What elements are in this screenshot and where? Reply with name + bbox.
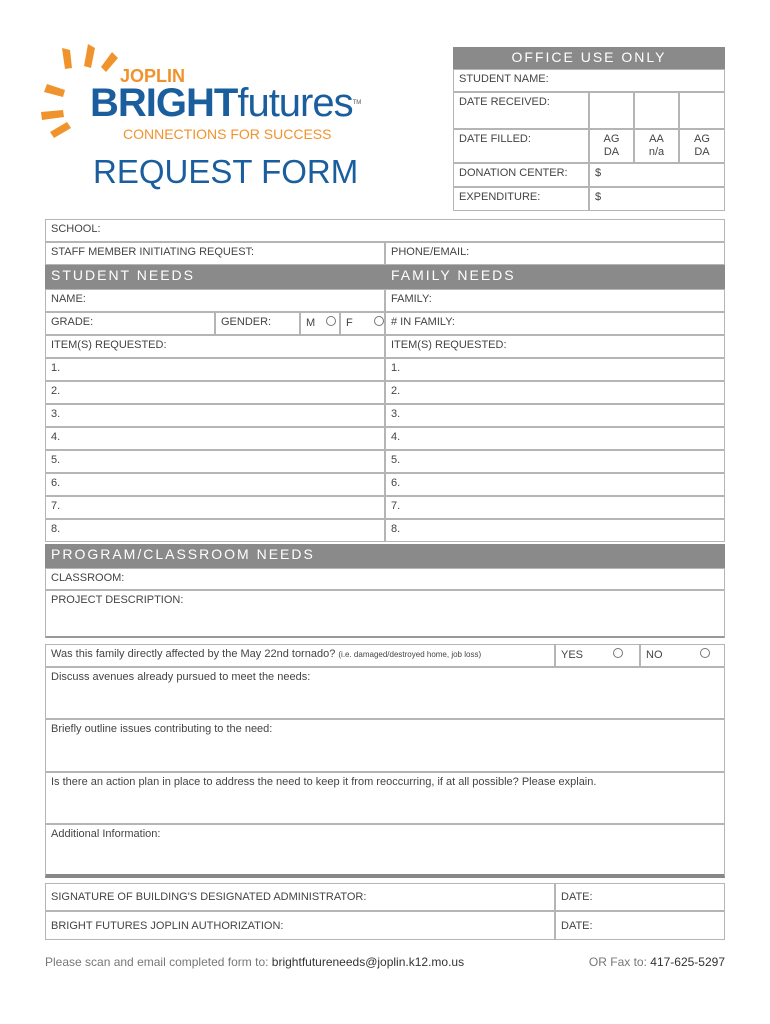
family-item-row[interactable]: 1. <box>385 358 725 381</box>
office-date-received-box3[interactable] <box>679 92 725 129</box>
tornado-question-text: Was this family directly affected by the May 22nd tornado? <box>51 648 336 660</box>
family-item-row[interactable]: 8. <box>385 519 725 542</box>
project-description-field[interactable]: PROJECT DESCRIPTION: <box>45 590 725 638</box>
family-field[interactable]: FAMILY: <box>385 289 725 312</box>
tornado-question-note: (i.e. damaged/destroyed home, job loss) <box>338 650 482 659</box>
tornado-yes-option[interactable] <box>555 644 640 667</box>
gender-female-option[interactable] <box>340 312 385 335</box>
authorization-field[interactable]: BRIGHT FUTURES JOPLIN AUTHORIZATION: <box>45 911 555 940</box>
family-needs-header: FAMILY NEEDS <box>385 265 725 289</box>
student-item-row[interactable]: 8. <box>45 519 385 542</box>
action-plan-field[interactable]: Is there an action plan in place to address the need to keep it from reoccurring, if at all possible? Please explain. <box>45 772 725 824</box>
student-needs-header: STUDENT NEEDS <box>45 265 385 289</box>
student-name-field[interactable]: NAME: <box>45 289 385 312</box>
brand-wordmark <box>90 80 361 126</box>
tornado-no-option[interactable] <box>640 644 725 667</box>
office-ag-da-2[interactable] <box>679 129 725 163</box>
authorization-date-field[interactable]: DATE: <box>555 911 725 940</box>
student-item-row[interactable]: 3. <box>45 404 385 427</box>
gender-male-option[interactable] <box>300 312 340 335</box>
student-item-row[interactable]: 6. <box>45 473 385 496</box>
no-radio-icon[interactable] <box>700 648 710 658</box>
family-item-row[interactable]: 5. <box>385 450 725 473</box>
family-count-field[interactable]: # IN FAMILY: <box>385 312 725 335</box>
student-gender-field: GENDER: <box>215 312 300 335</box>
footer-scan-text: Please scan and email completed form to: <box>45 955 269 969</box>
classroom-field[interactable]: CLASSROOM: <box>45 568 725 590</box>
footer-email-link[interactable]: brightfutureneeds@joplin.k12.mo.us <box>271 955 465 969</box>
family-item-row[interactable]: 7. <box>385 496 725 519</box>
office-student-name[interactable]: STUDENT NAME: <box>453 69 725 92</box>
school-field[interactable]: SCHOOL: <box>45 219 725 242</box>
student-item-row[interactable]: 7. <box>45 496 385 519</box>
female-radio-icon[interactable] <box>374 316 384 326</box>
office-date-received[interactable]: DATE RECEIVED: <box>453 92 589 129</box>
male-radio-icon[interactable] <box>326 316 336 326</box>
office-donation-amount[interactable]: $ <box>589 163 725 187</box>
student-grade-field[interactable]: GRADE: <box>45 312 215 335</box>
no-label: NO <box>646 649 663 661</box>
program-needs-header: PROGRAM/CLASSROOM NEEDS <box>45 544 725 568</box>
student-item-row[interactable]: 2. <box>45 381 385 404</box>
office-donation-center[interactable]: DONATION CENTER: <box>453 163 589 187</box>
student-item-row[interactable]: 1. <box>45 358 385 381</box>
office-expenditure[interactable]: EXPENDITURE: <box>453 187 589 211</box>
footer-fax-number: 417-625-5297 <box>650 955 725 969</box>
ag-label: AG <box>603 133 620 145</box>
yes-label: YES <box>561 649 584 661</box>
office-aa-na[interactable] <box>634 129 679 163</box>
family-item-row[interactable]: 6. <box>385 473 725 496</box>
family-items-label: ITEM(S) REQUESTED: <box>385 335 725 358</box>
male-label: M <box>306 317 316 329</box>
brand-bright: BRIGHT <box>90 81 238 125</box>
na-label: n/a <box>648 146 665 158</box>
staff-member-field[interactable]: STAFF MEMBER INITIATING REQUEST: <box>45 242 385 265</box>
additional-info-field[interactable]: Additional Information: <box>45 824 725 878</box>
da-label: DA <box>694 146 710 158</box>
form-title: REQUEST FORM <box>93 153 359 190</box>
yes-radio-icon[interactable] <box>613 648 623 658</box>
office-date-received-box2[interactable] <box>634 92 679 129</box>
family-item-row[interactable]: 3. <box>385 404 725 427</box>
ag-label: AG <box>694 133 710 145</box>
footer-scan-note <box>45 955 464 969</box>
student-item-row[interactable]: 5. <box>45 450 385 473</box>
student-item-row[interactable]: 4. <box>45 427 385 450</box>
admin-signature-field[interactable]: SIGNATURE OF BUILDING'S DESIGNATED ADMINISTRATOR: <box>45 883 555 911</box>
da-label: DA <box>603 146 620 158</box>
brand-tm: TM <box>352 100 362 106</box>
office-date-filled[interactable]: DATE FILLED: <box>453 129 589 163</box>
family-item-row[interactable]: 2. <box>385 381 725 404</box>
brand-tagline: CONNECTIONS FOR SUCCESS <box>123 126 332 142</box>
brand-joplin: JOPLIN <box>120 66 186 86</box>
admin-date-field[interactable]: DATE: <box>555 883 725 911</box>
avenues-field[interactable]: Discuss avenues already pursued to meet the needs: <box>45 667 725 719</box>
aa-label: AA <box>649 133 664 145</box>
female-label: F <box>346 317 353 329</box>
family-item-row[interactable]: 4. <box>385 427 725 450</box>
office-expenditure-amount[interactable]: $ <box>589 187 725 211</box>
tornado-question <box>45 644 555 667</box>
footer-fax-note <box>589 955 725 969</box>
footer-fax-label: OR Fax to: <box>588 955 647 969</box>
phone-email-field[interactable]: PHONE/EMAIL: <box>385 242 725 265</box>
brand-futures: futures <box>237 81 353 125</box>
student-items-label: ITEM(S) REQUESTED: <box>45 335 385 358</box>
office-use-header: OFFICE USE ONLY <box>453 47 725 69</box>
issues-field[interactable]: Briefly outline issues contributing to the need: <box>45 719 725 772</box>
office-date-received-box1[interactable] <box>589 92 634 129</box>
office-ag-da-1[interactable] <box>589 129 634 163</box>
